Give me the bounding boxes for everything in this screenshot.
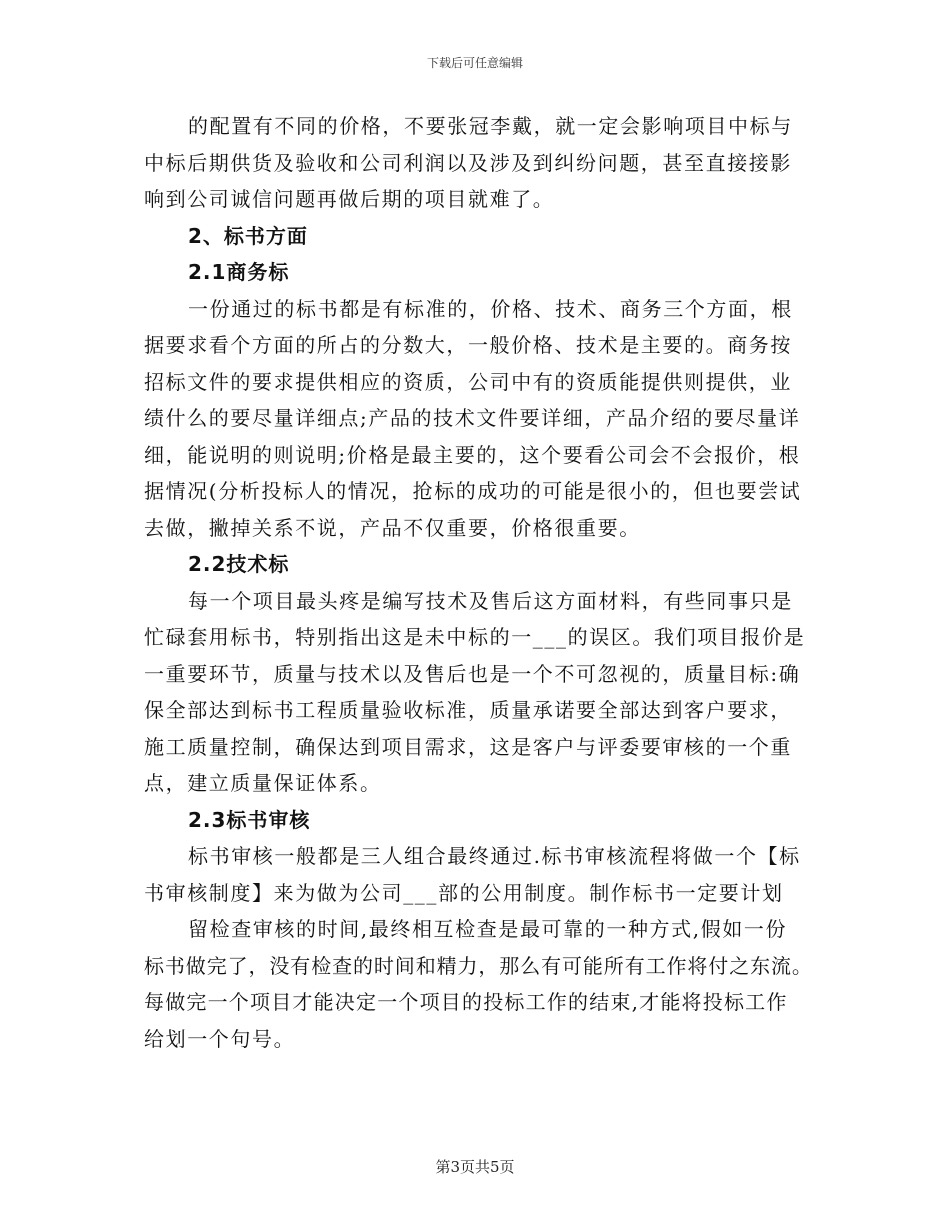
paragraph-line: 给划一个句号。 (144, 1026, 296, 1051)
page-header: 下载后可任意编辑 (426, 56, 523, 70)
paragraph-line: 据情况(分析投标人的情况，抢标的成功的可能是很小的，但也要尝试 (144, 479, 802, 503)
paragraph-line: 施工质量控制，确保达到项目需求，这是客户与评委要审核的一个重 (144, 734, 792, 759)
section-heading: 2、标书方面 (188, 223, 308, 248)
paragraph-line: 忙碌套用标书，特别指出这是未中标的一___的误区。我们项目报价是 (144, 625, 806, 649)
paragraph-line: 每做完一个项目才能决定一个项目的投标工作的结束,才能将投标工作 (144, 990, 788, 1014)
paragraph-line: 响到公司诚信问题再做后期的项目就难了。 (144, 187, 555, 211)
paragraph-line: 去做，撇掉关系不说，产品不仅重要，价格很重要。 (144, 515, 641, 540)
paragraph-line: 招标文件的要求提供相应的资质，公司中有的资质能提供则提供，业 (144, 369, 792, 394)
page-footer: 第3页共5页 (435, 1158, 515, 1176)
paragraph-line: 一重要环节，质量与技术以及售后也是一个不可忽视的，质量目标:确 (144, 661, 801, 686)
paragraph-line: 绩什么的要尽量详细点;产品的技术文件要详细，产品介绍的要尽量详 (144, 406, 801, 430)
subsection-heading: 2.2技术标 (188, 552, 290, 576)
paragraph-line: 标书审核一般都是三人组合最终通过.标书审核流程将做一个【标 (188, 844, 801, 868)
paragraph-line: 每一个项目最头疼是编写技术及售后这方面材料，有些同事只是 (188, 588, 793, 613)
paragraph-line: 据要求看个方面的所占的分数大，一般价格、技术是主要的。商务按 (144, 333, 792, 357)
paragraph-line: 标书做完了，没有检查的时间和精力，那么有可能所有工作将付之东流。 (144, 953, 813, 978)
paragraph-line: 保全部达到标书工程质量验收标准，质量承诺要全部达到客户要求， (144, 698, 792, 722)
document-body (144, 108, 824, 1057)
paragraph-line: 一份通过的标书都是有标准的，价格、技术、商务三个方面，根 (188, 296, 793, 321)
subsection-heading: 2.3标书审核 (188, 807, 311, 832)
paragraph-line: 留检查审核的时间,最终相互检查是最可靠的一种方式,假如一份 (188, 917, 788, 941)
paragraph-line: 中标后期供货及验收和公司利润以及涉及到纠纷问题，甚至直接接影 (144, 150, 792, 175)
paragraph-line: 细，能说明的则说明;价格是最主要的，这个要看公司会不会报价，根 (144, 442, 801, 467)
paragraph-line: 点，建立质量保证体系。 (144, 771, 382, 795)
paragraph-line: 的配置有不同的价格，不要张冠李戴，就一定会影响项目中标与 (188, 114, 793, 138)
subsection-heading: 2.1商务标 (188, 260, 290, 284)
paragraph-line: 书审核制度】来为做为公司___部的公用制度。制作标书一定要计划 (144, 880, 784, 905)
